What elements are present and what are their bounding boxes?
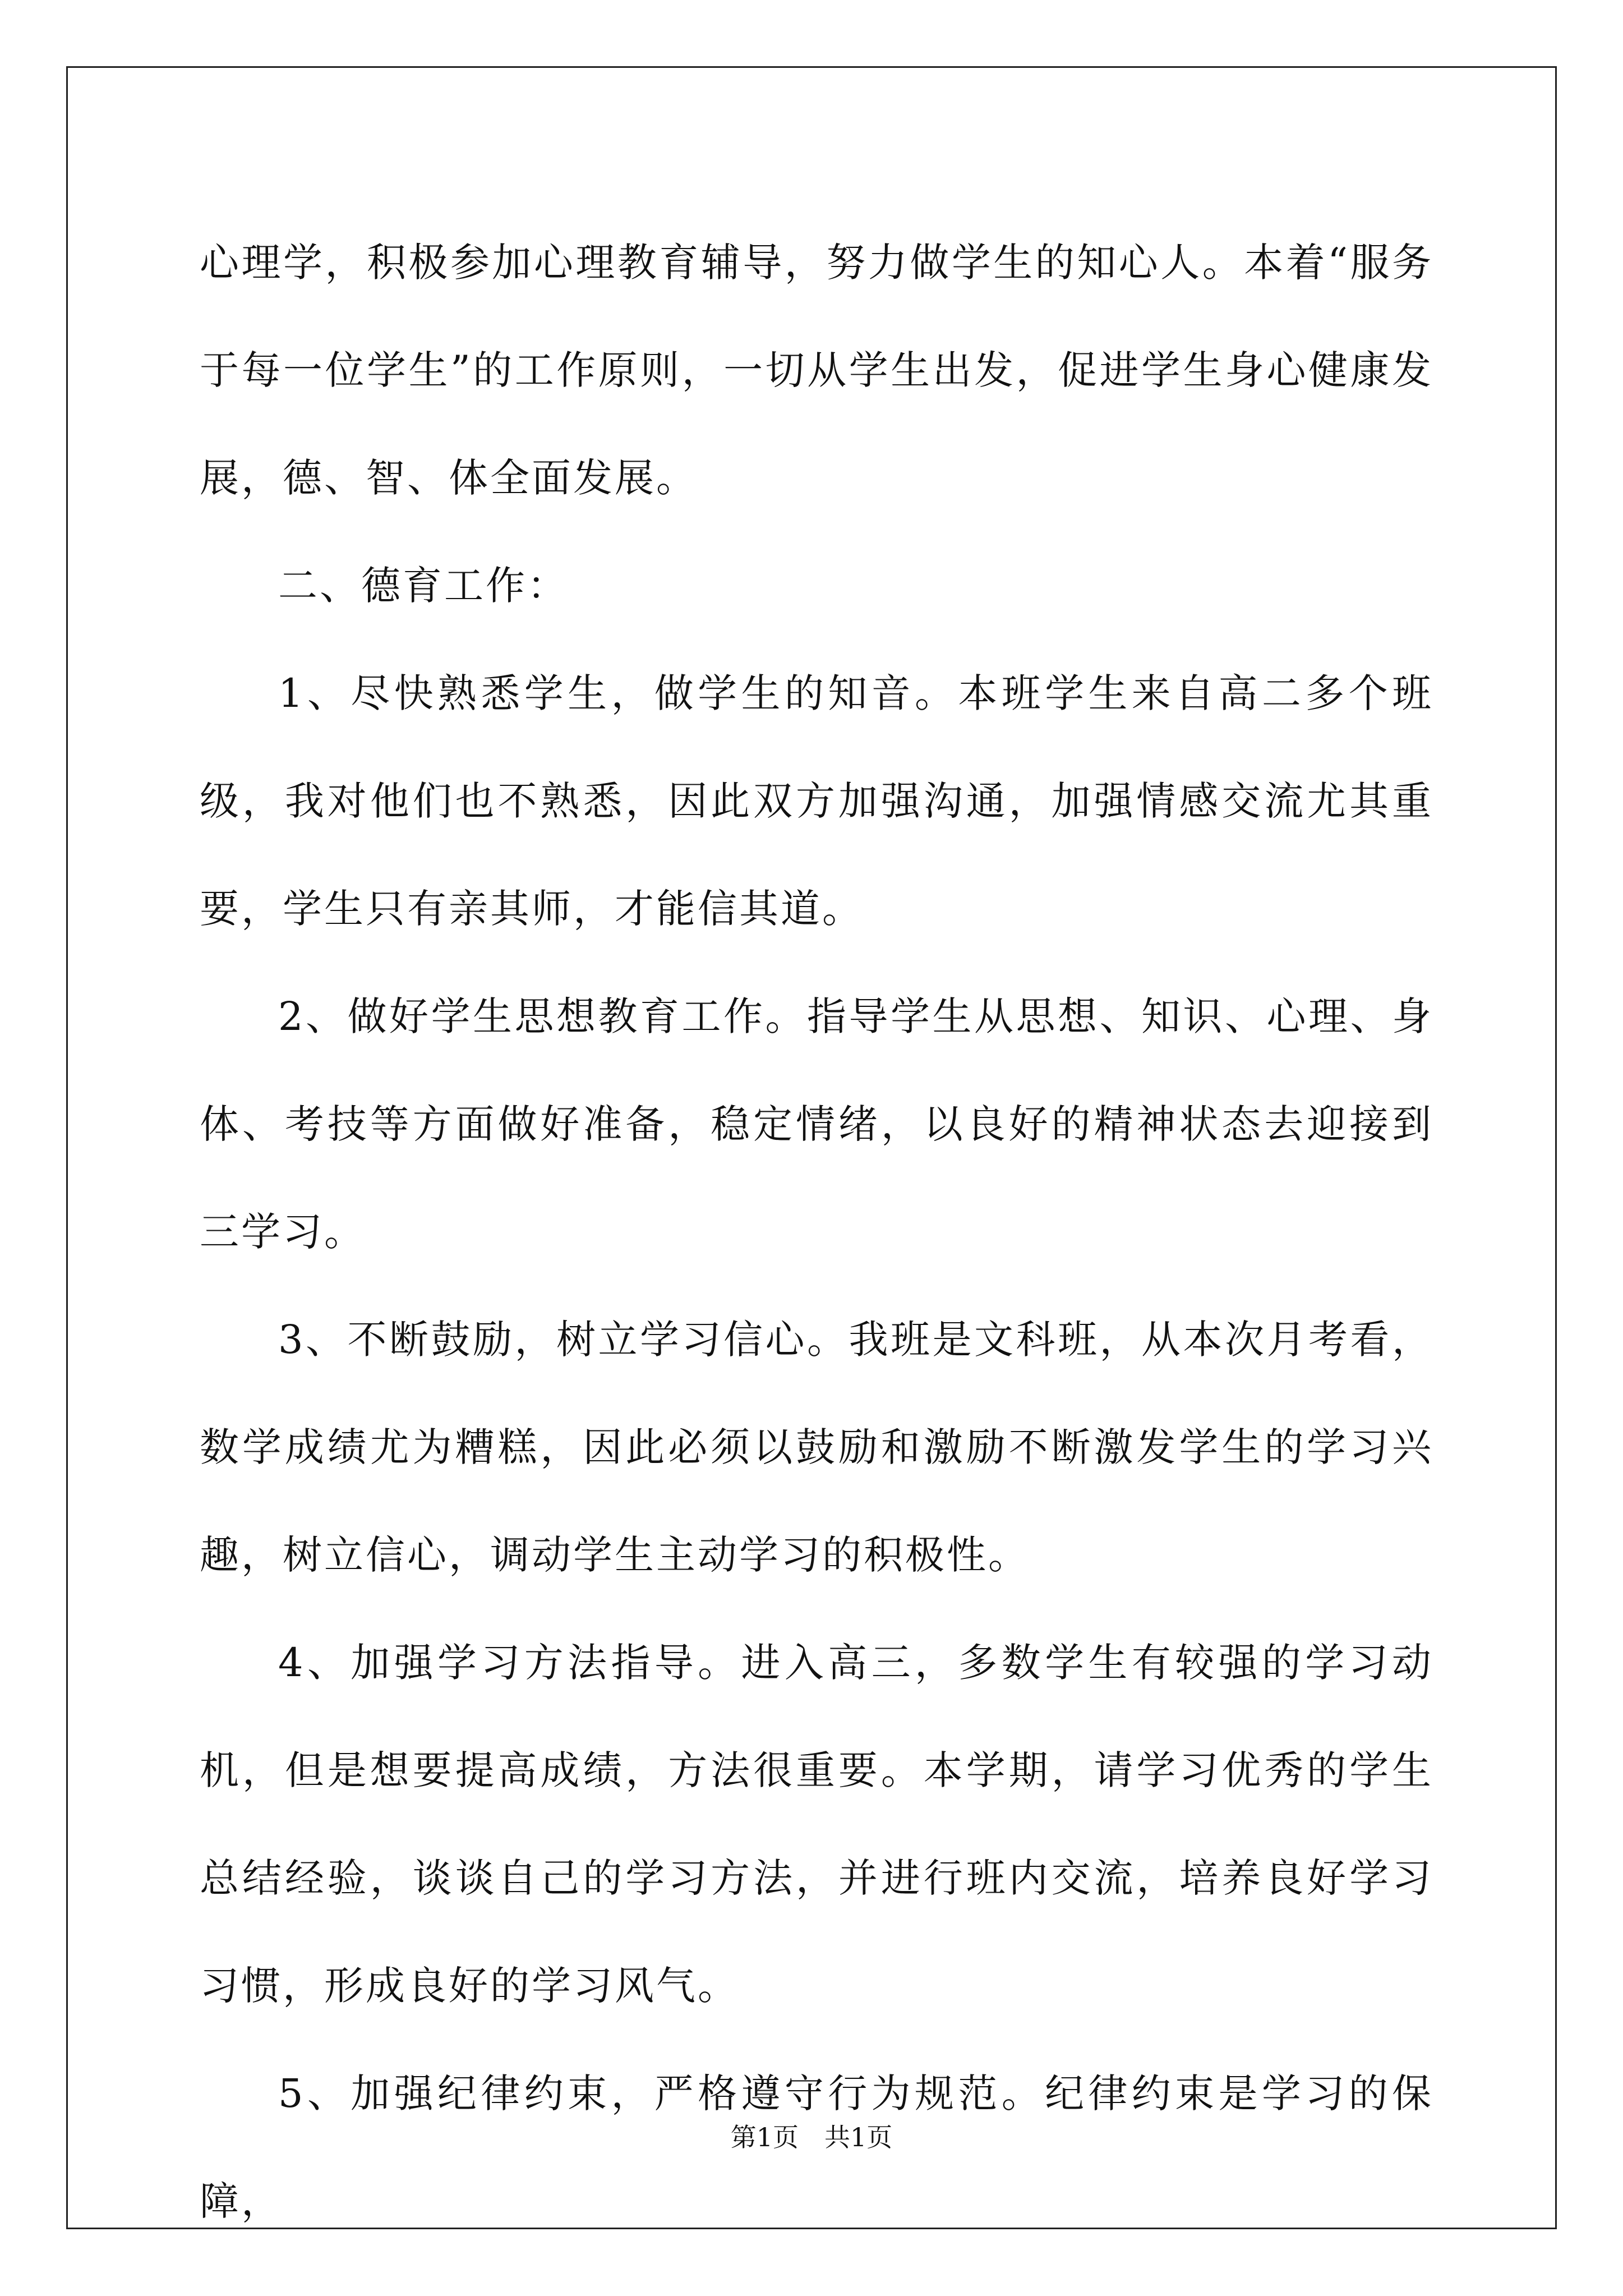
paragraph-item-4: 4、加强学习方法指导。进入高三，多数学生有较强的学习动机，但是想要提高成绩，方法很重要。本学期，请学习优秀的学生总结经验，谈谈自己的学习方法，并进行班内交流，培养良好学习习惯，形成良好的学习风气。: [200, 1640, 1433, 2009]
paragraph-intro: 心理学，积极参加心理教育辅导，努力做学生的知心人。本着“服务于每一位学生”的工作原则，一切从学生出发，促进学生身心健康发展，德、智、体全面发展。: [200, 240, 1433, 501]
paragraph-item-3: 3、不断鼓励，树立学习信心。我班是文科班，从本次月考看，数学成绩尤为糟糕，因此必须以鼓励和激励不断激发学生的学习兴趣，树立信心，调动学生主动学习的积极性。: [200, 1317, 1433, 1578]
paragraph-item-5: 5、加强纪律约束，严格遵守行为规范。纪律约束是学习的保障，: [200, 2070, 1433, 2224]
paragraph-item-1: 1、尽快熟悉学生，做学生的知音。本班学生来自高二多个班级，我对他们也不熟悉，因此双方加强沟通，加强情感交流尤其重要，学生只有亲其师，才能信其道。: [200, 670, 1433, 932]
page-number-footer: 第1页 共1页: [730, 2122, 893, 2152]
paragraph-item-2: 2、做好学生思想教育工作。指导学生从思想、知识、心理、身体、考技等方面做好准备，稳定情绪，以良好的精神状态去迎接到三学习。: [200, 993, 1433, 1255]
paragraph-heading-moral-education: 二、德育工作：: [278, 563, 569, 609]
document-body: [200, 209, 1433, 2255]
